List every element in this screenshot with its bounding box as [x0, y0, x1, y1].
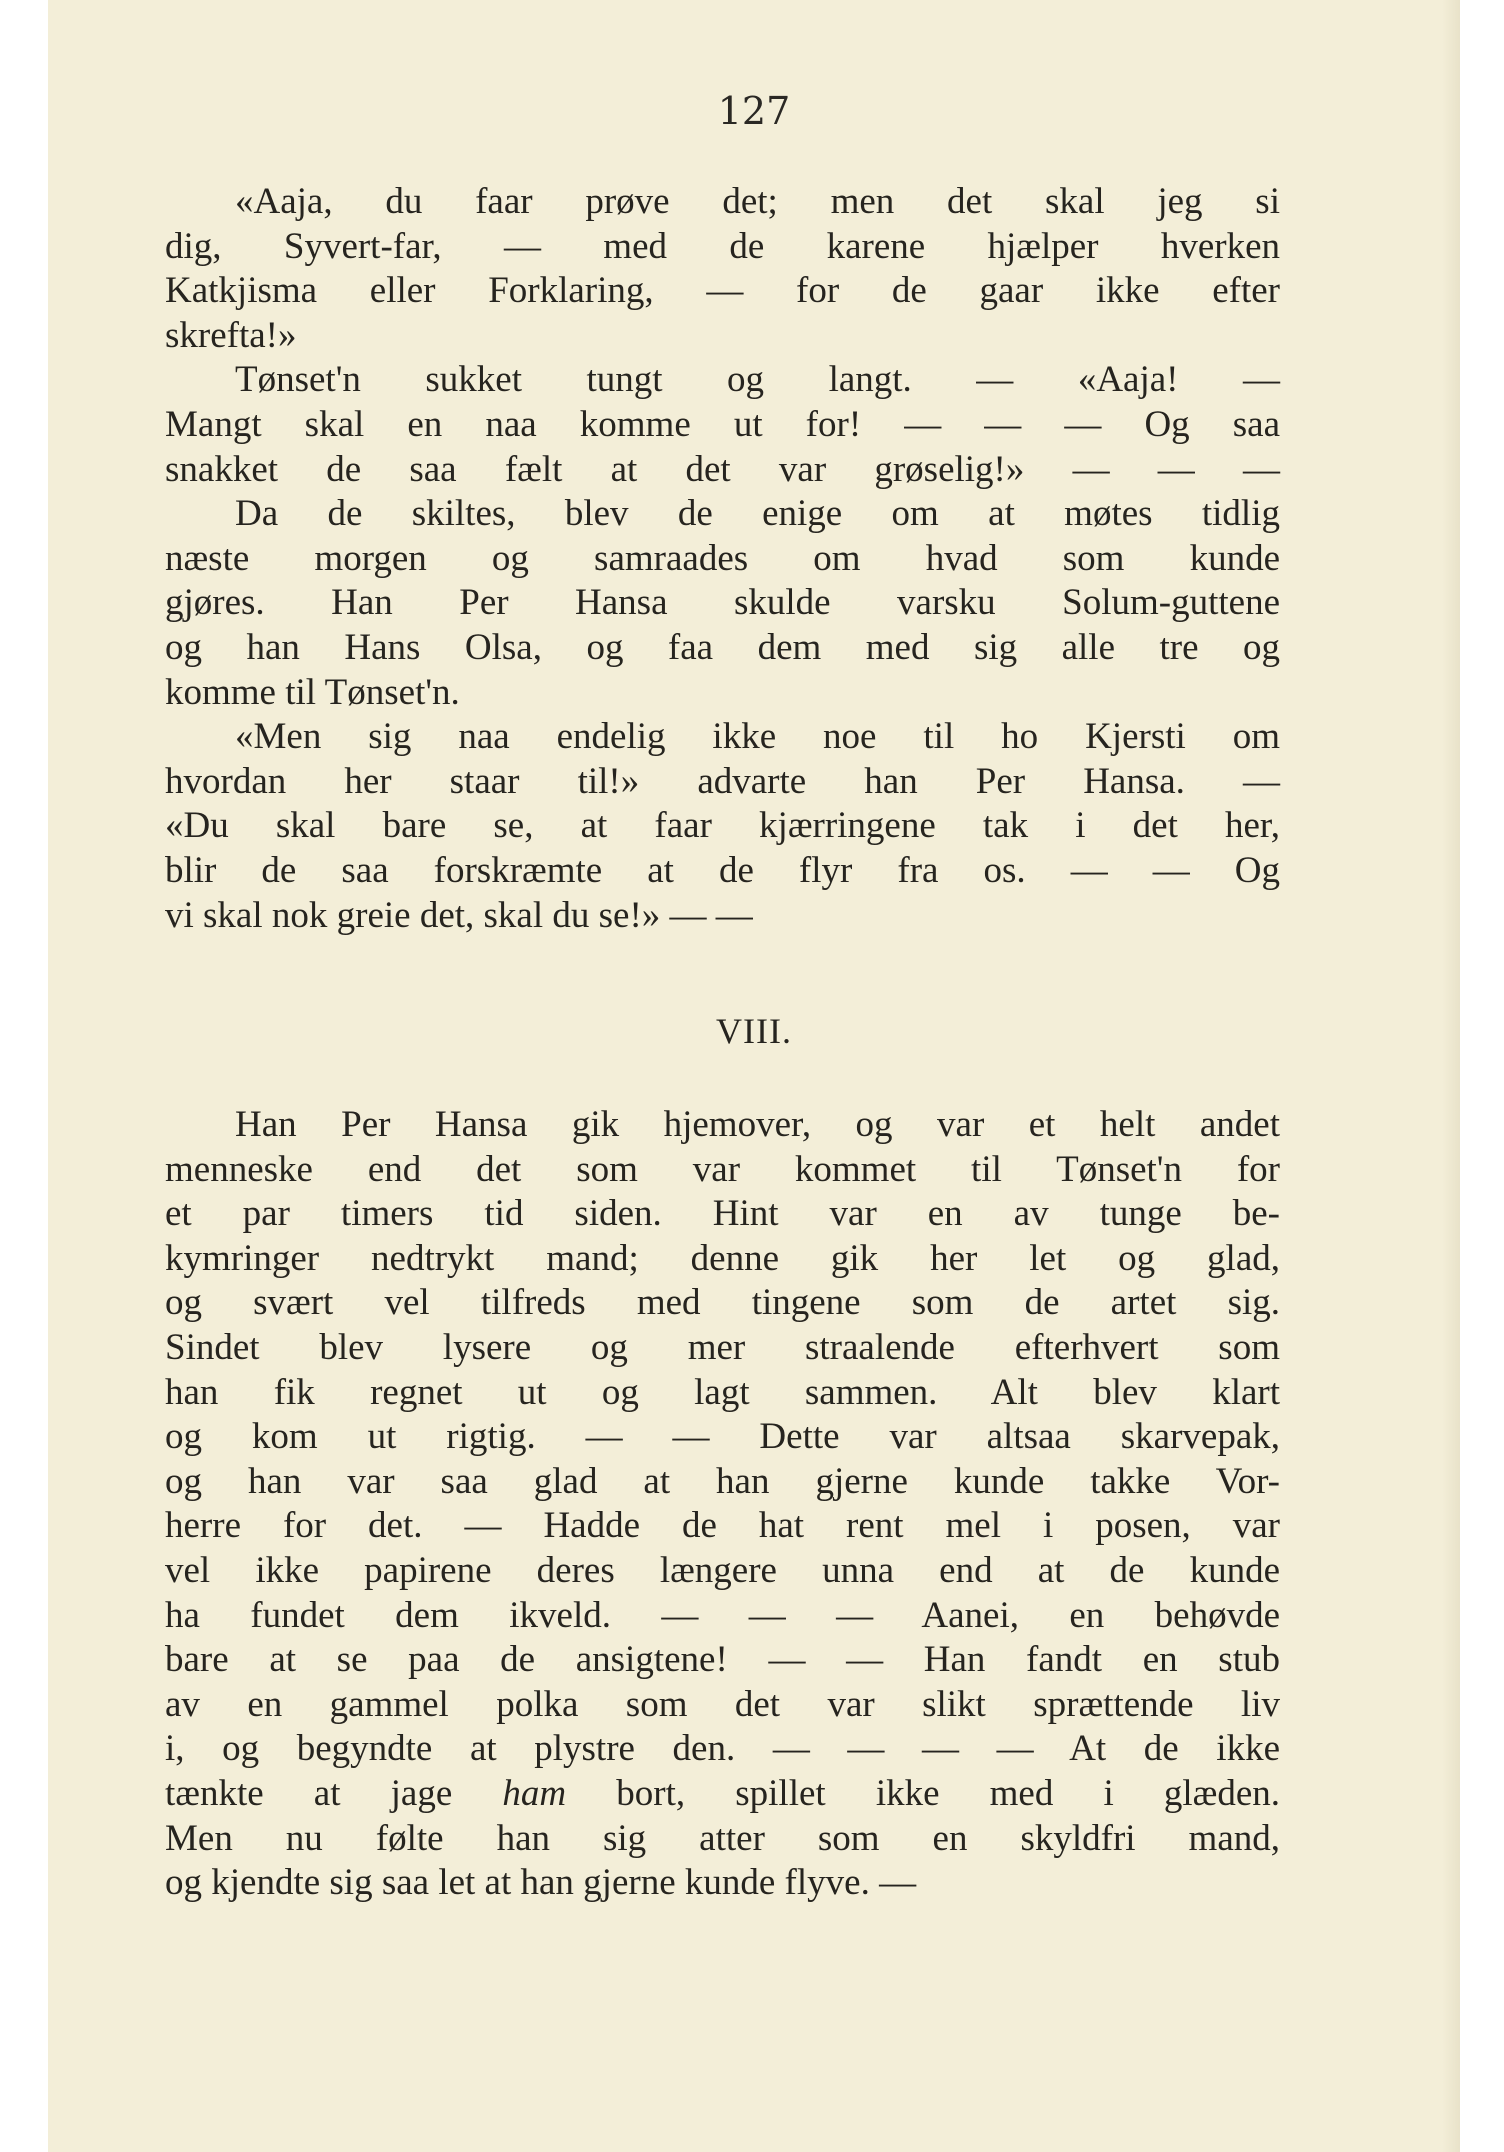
paragraph-block-top — [165, 180, 1280, 938]
text-line: i, og begyndte at plystre den. — — — — At de ikke — [165, 1728, 1280, 1770]
text-line: av en gammel polka som det var slikt sprættende liv — [165, 1683, 1280, 1725]
text-line: et par timers tid siden. Hint var en av tunge be- — [165, 1193, 1280, 1235]
text-line: blir de saa forskræmte at de flyr fra os. — — Og — [165, 849, 1280, 891]
text-line: Katkjisma eller Forklaring, — for de gaar ikke efter — [165, 270, 1280, 312]
text-line: komme til Tønset'n. — [165, 671, 460, 713]
text-line: «Men sig naa endelig ikke noe til ho Kjersti om — [235, 716, 1280, 758]
chapter-heading: VIII. — [716, 1011, 792, 1051]
text-line: og kom ut rigtig. — — Dette var altsaa skarvepak, — [165, 1416, 1280, 1458]
text-line: skrefta!» — [165, 314, 297, 356]
text-line: Da de skiltes, blev de enige om at møtes tidlig — [235, 493, 1280, 535]
text-segment: tænkte at jage — [165, 1772, 453, 1814]
text-line: Mangt skal en naa komme ut for! — — — Og saa — [165, 403, 1280, 445]
text-line: han fik regnet ut og lagt sammen. Alt blev klart — [165, 1371, 1280, 1413]
book-page — [48, 0, 1460, 2152]
text-line: vel ikke papirene deres længere unna end at de kunde — [165, 1549, 1280, 1591]
text-line: gjøres. Han Per Hansa skulde varsku Solum-guttene — [165, 582, 1280, 624]
text-line: Tønset'n sukket tungt og langt. — «Aaja! — — [235, 359, 1280, 401]
text-line: og svært vel tilfreds med tingene som de artet sig. — [165, 1282, 1280, 1324]
text-line-with-italic — [165, 1772, 1280, 1817]
text-line: «Du skal bare se, at faar kjærringene tak i det her, — [165, 805, 1280, 847]
text-line: hvordan her staar til!» advarte han Per Hansa. — — [165, 760, 1280, 802]
text-segment: bort, spillet ikke med i glæden. — [616, 1772, 1281, 1814]
text-line: snakket de saa fælt at det var grøselig!» — — — — [165, 448, 1280, 490]
text-line: Men nu følte han sig atter som en skyldfri mand, — [165, 1817, 1280, 1859]
text-line: herre for det. — Hadde de hat rent mel i posen, var — [165, 1505, 1280, 1547]
text-line: dig, Syvert-far, — med de karene hjælper hverken — [165, 225, 1280, 267]
text-line: ha fundet dem ikveld. — — — Aanei, en behøvde — [165, 1594, 1280, 1636]
text-line: og han var saa glad at han gjerne kunde takke Vor- — [165, 1460, 1280, 1502]
text-line: og han Hans Olsa, og faa dem med sig alle tre og — [165, 626, 1280, 668]
text-line: næste morgen og samraades om hvad som kunde — [165, 537, 1280, 579]
page-edge — [1442, 0, 1460, 2152]
text-line: Sindet blev lysere og mer straalende efterhvert som — [165, 1326, 1280, 1368]
text-line: og kjendte sig saa let at han gjerne kunde flyve. — — [165, 1862, 917, 1904]
text-line: kymringer nedtrykt mand; denne gik her let og glad, — [165, 1237, 1280, 1279]
italic-word: ham — [502, 1772, 567, 1814]
text-line: Han Per Hansa gik hjemover, og var et helt andet — [235, 1104, 1280, 1145]
text-line: menneske end det som var kommet til Tønset'n for — [165, 1148, 1280, 1190]
page-number: 127 — [717, 89, 791, 133]
text-line: «Aaja, du faar prøve det; men det skal jeg si — [235, 181, 1280, 222]
text-line: vi skal nok greie det, skal du se!» — — — [165, 894, 753, 936]
paragraph-block-bottom — [165, 1103, 1280, 1906]
text-line: bare at se paa de ansigtene! — — Han fandt en stub — [165, 1639, 1280, 1681]
